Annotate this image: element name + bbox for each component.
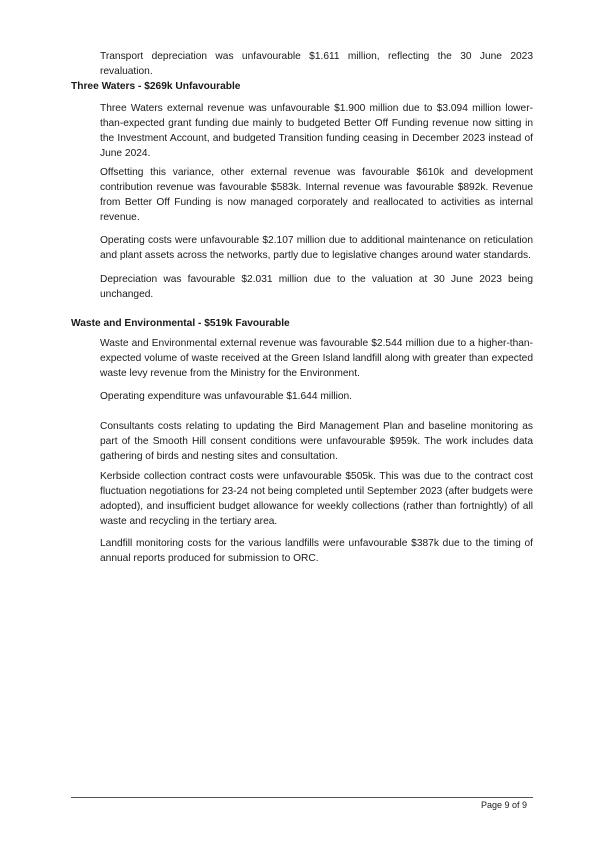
waste-paragraph-5: Landfill monitoring costs for the various landfills were unfavourable $387k due to the timing of annual reports produced for submission to ORC.	[100, 538, 533, 564]
waste-paragraph-3: Consultants costs relating to updating the Bird Management Plan and baseline monitoring as part of the Smooth Hill consent conditions were unfavourable $959k. The work includes data gathering of birds and nesting sites and consultation.	[100, 421, 533, 462]
three-waters-paragraph-2: Offsetting this variance, other external revenue was favourable $610k and development contribution revenue was favourable $583k. Internal revenue was favourable $892k. Revenue from Better Off Funding is now managed corporately and reallocated to activities as internal revenue.	[100, 167, 533, 223]
three-waters-paragraph-1: Three Waters external revenue was unfavourable $1.900 million due to $3.094 million lower-than-expected grant funding due mainly to budgeted Better Off Funding revenue now sitting in the Investment Account, and budgeted Transition funding ceasing in December 2023 instead of June 2024.	[100, 103, 533, 159]
three-waters-heading: Three Waters - $269k Unfavourable	[71, 81, 241, 92]
waste-environmental-heading: Waste and Environmental - $519k Favourable	[71, 318, 290, 329]
footer-divider	[71, 797, 533, 798]
three-waters-paragraph-3: Operating costs were unfavourable $2.107 million due to additional maintenance on reticulation and plant assets across the networks, partly due to legislative changes around water standards.	[100, 235, 533, 261]
page-number: Page 9 of 9	[481, 800, 528, 810]
waste-paragraph-1: Waste and Environmental external revenue was favourable $2.544 million due to a higher-than-expected volume of waste received at the Green Island landfill along with greater than expected waste levy revenue from the Ministry for the Environment.	[100, 338, 533, 379]
transport-depreciation-paragraph: Transport depreciation was unfavourable $1.611 million, reflecting the 30 June 2023 revaluation.	[100, 51, 533, 77]
three-waters-paragraph-4: Depreciation was favourable $2.031 million due to the valuation at 30 June 2023 being unchanged.	[100, 274, 533, 300]
waste-paragraph-4: Kerbside collection contract costs were unfavourable $505k. This was due to the contract cost fluctuation negotiations for 23-24 not being completed until September 2023 (after budgets were adopted), and insufficient budget allowance for weekly collections (rather than fortnightly) of all waste and recycling in the tertiary area.	[100, 471, 533, 527]
waste-paragraph-2: Operating expenditure was unfavourable $1.644 million.	[100, 391, 353, 402]
